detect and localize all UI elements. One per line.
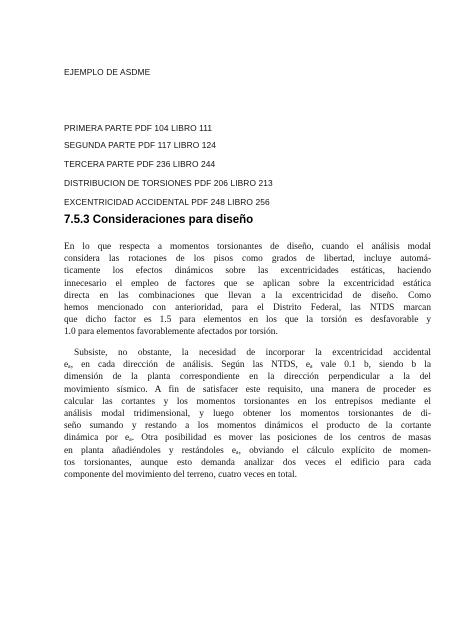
note-line-primera-parte: PRIMERA PARTE PDF 104 LIBRO 111 [64,123,213,133]
paragraph-torsional-moments [64,241,431,339]
paragraph-line: ticamente los efectos dinámicos sobre las excentricidades estáticas, haciendo [64,266,431,277]
paragraph-line: que dicho factor es 1.5 para elementos en los que la torsión es desfavorable y [64,315,431,326]
paragraph-line: movimiento sísmico. A fin de satisfacer este requisito, una manera de proceder es [64,384,431,395]
paragraph-line: 1.0 para elementos favorablemente afectados por torsión. [64,327,278,338]
paragraph-line: hemos mencionado con anterioridad, para el Distrito Federal, las NTDS marcan [64,303,431,314]
paragraph-line: en planta añadiéndoles y restándoles eₐ, obviando el cálculo explícito de momen- [64,445,431,456]
note-line-excentricidad-accidental: EXCENTRICIDAD ACCIDENTAL PDF 248 LIBRO 256 [64,197,270,207]
paragraph-line: análisis modal tridimensional, y luego obtener los momentos torsionantes de di- [64,409,431,420]
note-line-segunda-parte: SEGUNDA PARTE PDF 117 LIBRO 124 [64,140,217,150]
paragraph-line: dinámica por eₐ. Otra posibilidad es mover las posiciones de los centros de masas [64,433,431,444]
paragraph-line: eₐ, en cada dirección de análisis. Según las NTDS, eₐ vale 0.1 b, siendo b la [64,360,431,371]
paragraph-accidental-eccentricity [64,347,431,481]
paragraph-line: tos torsionantes, aunque esto demanda analizar dos veces el edificio para cada [64,457,431,468]
paragraph-line: En lo que respecta a momentos torsionantes de diseño, cuando el análisis modal [64,242,431,252]
note-line-distribucion-torsiones: DISTRIBUCION DE TORSIONES PDF 206 LIBRO 213 [64,178,273,188]
paragraph-line: seño sumando y restando a los momentos dinámicos el producto de la cortante [64,421,431,432]
paragraph-line: directa en las combinaciones que llevan a la excentricidad de diseño. Como [64,290,431,301]
paragraph-line: Subsiste, no obstante, la necesidad de incorporar la excentricidad accidental [74,348,431,358]
paragraph-line: componente del movimiento del terreno, cuatro veces en total. [64,470,297,481]
example-title: EJEMPLO DE ASDME [64,67,151,77]
paragraph-line: considera las rotaciones de los pisos como grados de libertad, incluye automá- [64,254,431,265]
paragraph-line: dimensión de la planta correspondiente en la dirección perpendicular a la del [64,372,431,383]
paragraph-line: innecesario el empleo de factores que se aplican sobre la excentricidad estática [64,278,431,289]
section-heading: 7.5.3 Consideraciones para diseño [64,214,254,226]
paragraph-line: calcular las cortantes y los momentos torsionantes en los entrepisos mediante el [64,396,431,407]
note-line-tercera-parte: TERCERA PARTE PDF 236 LIBRO 244 [64,159,216,169]
